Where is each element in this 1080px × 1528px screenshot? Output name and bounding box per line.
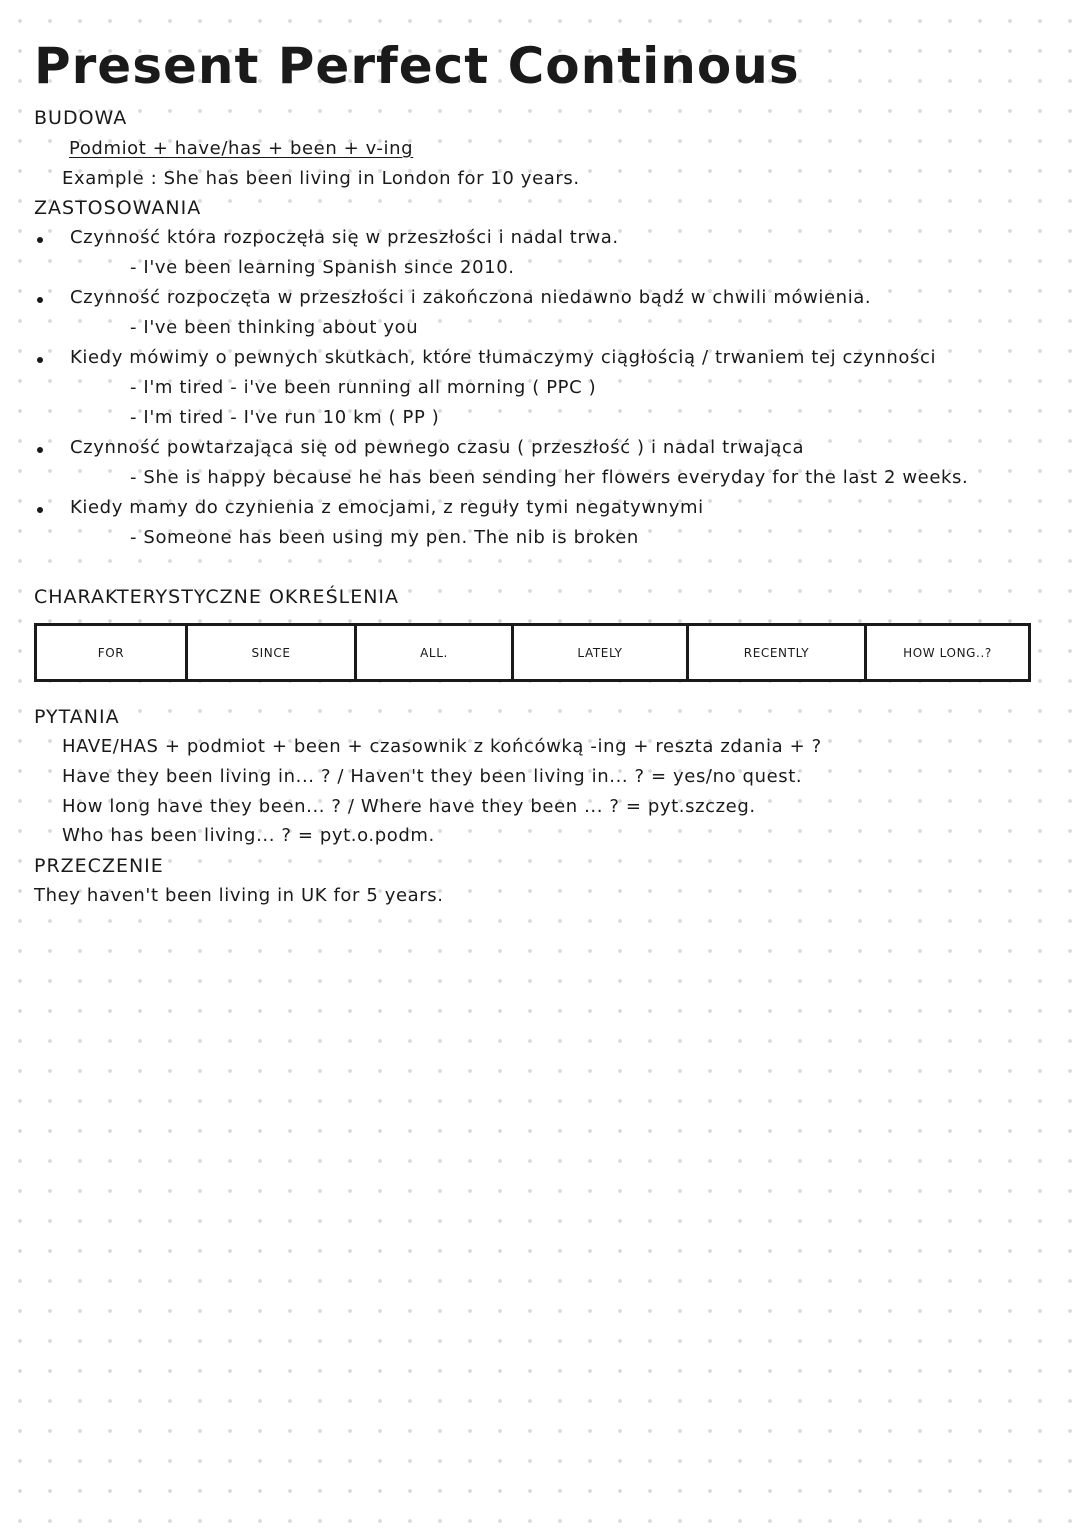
usage-item: Czynność która rozpoczęła się w przeszłości i nadal trwa. xyxy=(70,227,619,248)
section-heading-przeczenie: PRZECZENIE xyxy=(34,855,164,877)
bullet-dot xyxy=(37,447,43,453)
bullet-dot xyxy=(37,237,43,243)
question-line: How long have they been... ? / Where have they been ... ? = pyt.szczeg. xyxy=(62,796,756,817)
usage-example: - I've been learning Spanish since 2010. xyxy=(130,257,515,278)
usage-example: - I've been thinking about you xyxy=(130,317,419,338)
section-heading-zastosowania: ZASTOSOWANIA xyxy=(34,197,202,219)
time-expressions-table xyxy=(34,623,1031,682)
section-heading-pytania: PYTANIA xyxy=(34,706,120,728)
negation-example: They haven't been living in UK for 5 years. xyxy=(34,885,444,906)
section-heading-okreslenia: CHARAKTERYSTYCZNE OKREŚLENIA xyxy=(34,586,400,608)
usage-item: Kiedy mamy do czynienia z emocjami, z reguły tymi negatywnymi xyxy=(70,497,704,518)
table-cell-how-long: HOW LONG..? xyxy=(903,645,992,660)
section-heading-budowa: BUDOWA xyxy=(34,107,128,129)
table-cell-since: SINCE xyxy=(188,626,357,679)
bullet-dot xyxy=(37,297,43,303)
usage-example: - She is happy because he has been sending her flowers everyday for the last 2 weeks. xyxy=(130,467,969,488)
usage-item: Kiedy mówimy o pewnych skutkach, które tłumaczymy ciągłością / trwaniem tej czynności xyxy=(70,347,937,368)
question-line: Have they been living in... ? / Haven't they been living in... ? = yes/no quest. xyxy=(62,766,803,787)
table-cell-for: FOR xyxy=(37,626,188,679)
table-cell-lately: LATELY xyxy=(514,626,689,679)
structure-example: Example : She has been living in London for 10 years. xyxy=(62,168,580,189)
bullet-dot xyxy=(37,507,43,513)
usage-item: Czynność rozpoczęta w przeszłości i zakończona niedawno bądź w chwili mówienia. xyxy=(70,287,872,308)
structure-formula: Podmiot + have/has + been + v-ing xyxy=(69,138,414,159)
usage-item: Czynność powtarzająca się od pewnego czasu ( przeszłość ) i nadal trwająca xyxy=(70,437,805,458)
question-line: HAVE/HAS + podmiot + been + czasownik z końcówką -ing + reszta zdania + ? xyxy=(62,736,822,757)
usage-example: - I'm tired - I've run 10 km ( PP ) xyxy=(130,407,440,428)
bullet-dot xyxy=(37,357,43,363)
usage-example: - I'm tired - i've been running all morning ( PPC ) xyxy=(130,377,597,398)
table-cell-all: ALL. xyxy=(357,626,514,679)
usage-example: - Someone has been using my pen. The nib is broken xyxy=(130,527,639,548)
question-line: Who has been living... ? = pyt.o.podm. xyxy=(62,825,435,846)
page-title: Present Perfect Continous xyxy=(34,37,800,95)
table-cell-recently: RECENTLY xyxy=(689,626,867,679)
